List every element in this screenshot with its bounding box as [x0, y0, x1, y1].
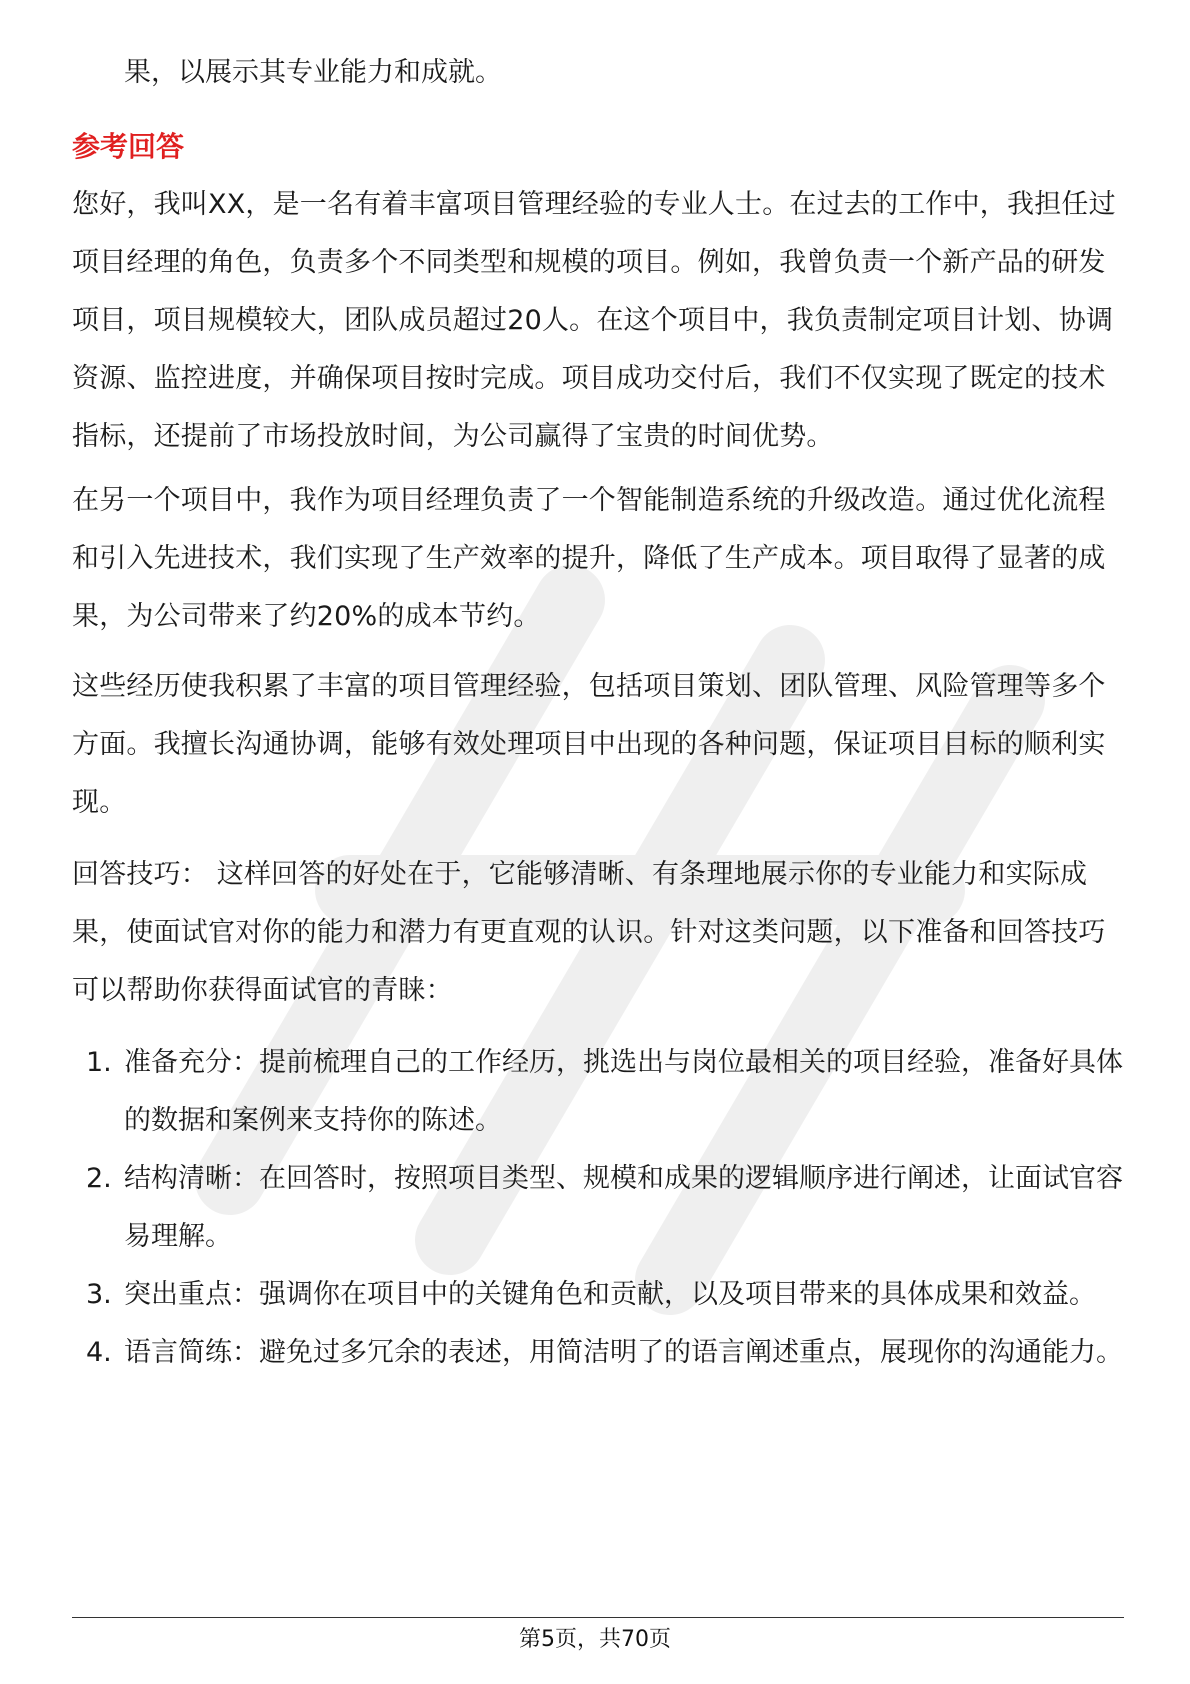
footer-divider: [72, 1617, 1124, 1618]
list-item-number: 1.: [86, 1047, 112, 1078]
paragraph-1: 您好，我叫XX，是一名有着丰富项目管理经验的专业人士。在过去的工作中，我担任过项目经理的角色，负责多个不同类型和规模的项目。例如，我曾负责一个新产品的研发项目，项目规模较大，团队成员超过20人。在这个项目中，我负责制定项目计划、协调资源、监控进度，并确保项目按时完成。项目成功交付后，我们不仅实现了既定的技术指标，还提前了市场投放时间，为公司赢得了宝贵的时间优势。: [72, 189, 1116, 452]
page-number: 第5页，共70页: [519, 1627, 671, 1652]
list-item-text: 语言简练：避免过多冗余的表述，用简洁明了的语言阐述重点，展现你的沟通能力。: [124, 1337, 1123, 1368]
list-item: [72, 1324, 1124, 1382]
list-item-text: 结构清晰：在回答时，按照项目类型、规模和成果的逻辑顺序进行阐述，让面试官容易理解。: [124, 1163, 1123, 1252]
paragraph-4: 回答技巧： 这样回答的好处在于，它能够清晰、有条理地展示你的专业能力和实际成果，使面试官对你的能力和潜力有更直观的认识。针对这类问题，以下准备和回答技巧可以帮助你获得面试官的青睐：: [72, 859, 1106, 1006]
tips-list: [72, 1034, 1124, 1382]
list-item-number: 4.: [86, 1337, 112, 1368]
paragraph-2: 在另一个项目中，我作为项目经理负责了一个智能制造系统的升级改造。通过优化流程和引入先进技术，我们实现了生产效率的提升，降低了生产成本。项目取得了显著的成果，为公司带来了约20%的成本节约。: [72, 485, 1106, 632]
list-item: [72, 1266, 1124, 1324]
list-item-text: 突出重点：强调你在项目中的关键角色和贡献，以及项目带来的具体成果和效益。: [124, 1279, 1096, 1310]
section-heading: 参考回答: [72, 130, 185, 163]
list-item: [72, 1150, 1124, 1266]
list-item: [72, 1034, 1124, 1150]
paragraph-3: 这些经历使我积累了丰富的项目管理经验，包括项目策划、团队管理、风险管理等多个方面。我擅长沟通协调，能够有效处理项目中出现的各种问题，保证项目目标的顺利实现。: [72, 671, 1106, 818]
list-item-number: 3.: [86, 1279, 112, 1310]
list-item-number: 2.: [86, 1163, 112, 1194]
continuation-text: 果，以展示其专业能力和成就。: [124, 57, 502, 88]
list-item-text: 准备充分：提前梳理自己的工作经历，挑选出与岗位最相关的项目经验，准备好具体的数据和案例来支持你的陈述。: [124, 1047, 1123, 1136]
